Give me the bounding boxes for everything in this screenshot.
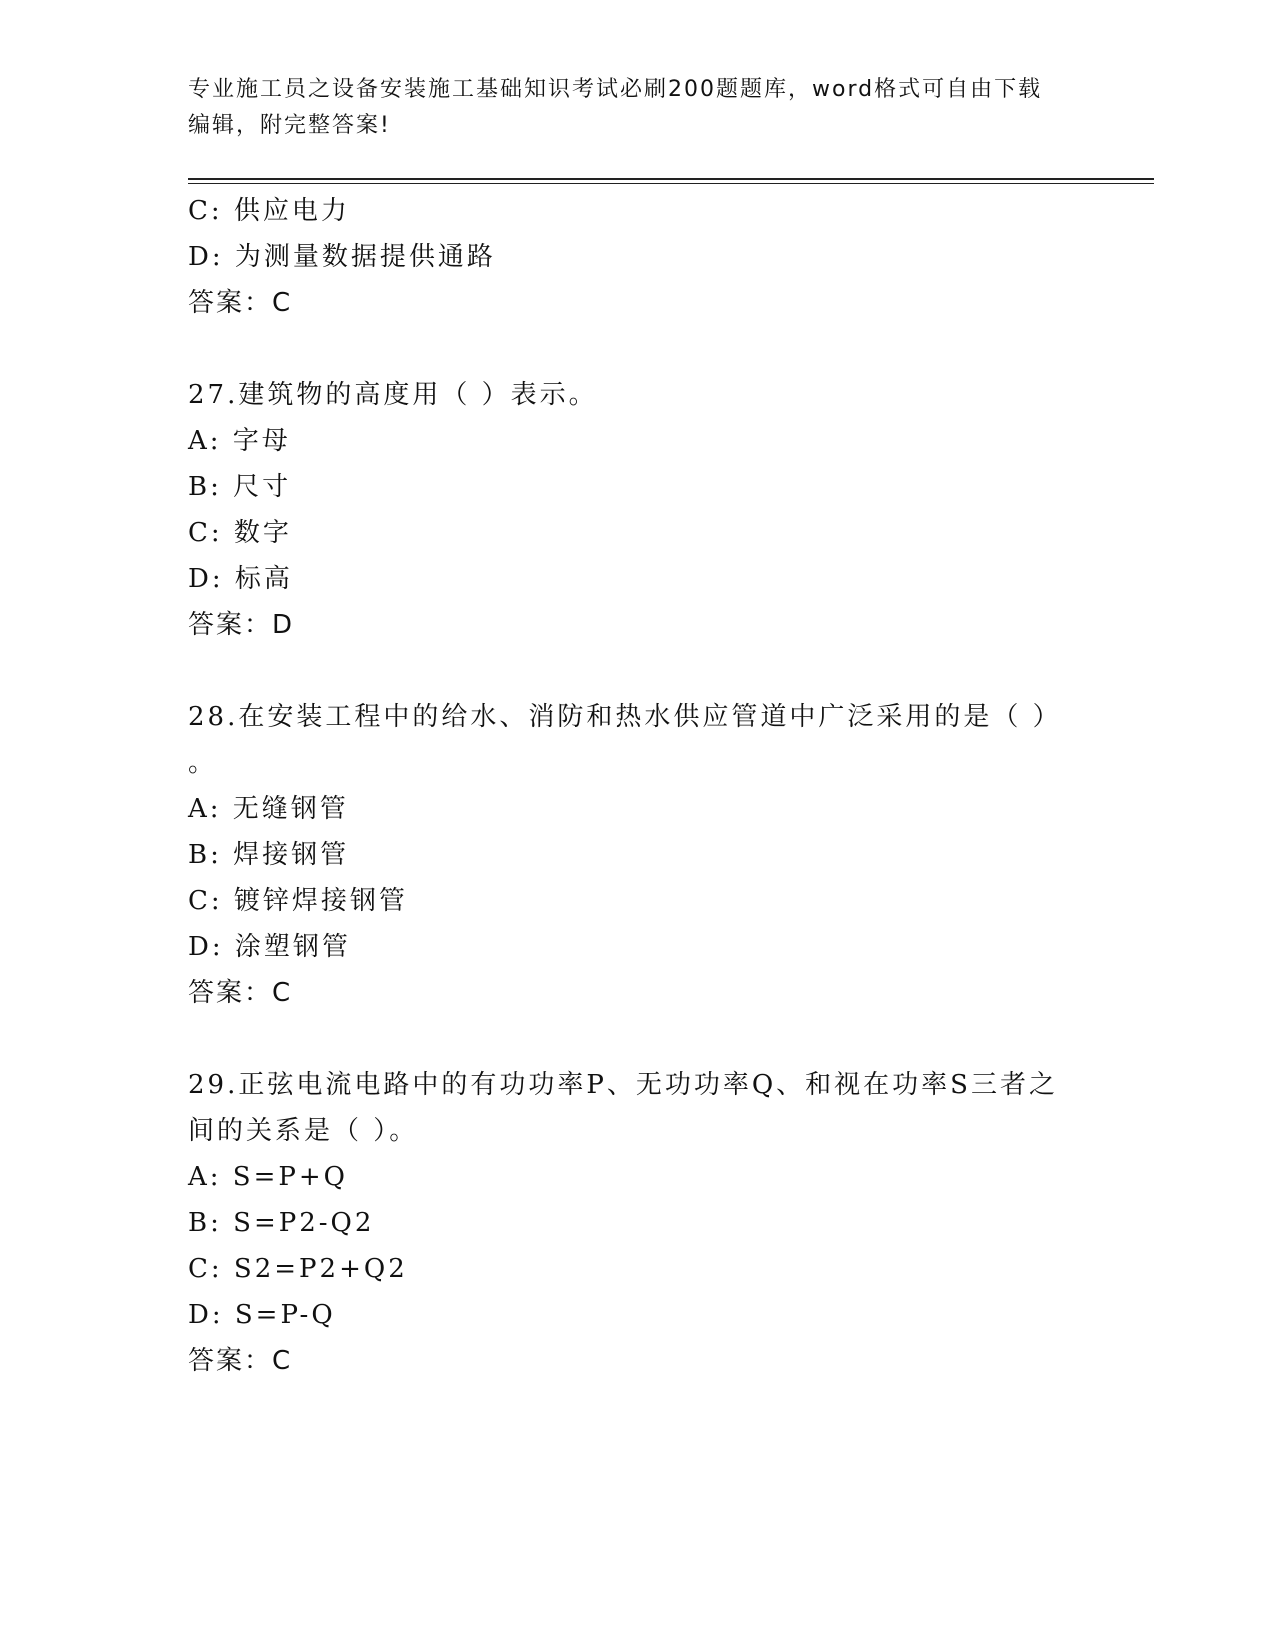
option-c: C: 供应电力	[188, 196, 350, 226]
question-list	[188, 188, 1088, 1384]
question-stem: 29.正弦电流电路中的有功功率P、无功功率Q、和视在功率S三者之	[188, 1070, 1058, 1100]
option-d: D: 为测量数据提供通路	[188, 242, 496, 272]
question-27	[188, 372, 1088, 648]
question-stem-continued: 。	[188, 748, 218, 778]
header-title-line-2: 编辑，附完整答案!	[188, 113, 391, 138]
option-b: B: 尺寸	[188, 472, 292, 502]
option-a: A: S=P+Q	[188, 1162, 348, 1192]
spacer	[188, 648, 1088, 694]
question-28	[188, 694, 1088, 1016]
option-b: B: S=P2-Q2	[188, 1208, 375, 1238]
answer-line: 答案：C	[188, 288, 293, 318]
question-stem-continued: 间的关系是（ ）。	[188, 1116, 419, 1146]
answer-line: 答案：D	[188, 610, 295, 640]
option-a: A: 无缝钢管	[188, 794, 349, 824]
option-d: D: 涂塑钢管	[188, 932, 351, 962]
option-d: D: S=P-Q	[188, 1300, 336, 1330]
answer-line: 答案：C	[188, 978, 293, 1008]
page-header	[188, 72, 1088, 144]
question-stem: 27.建筑物的高度用（ ）表示。	[188, 380, 598, 410]
option-b: B: 焊接钢管	[188, 840, 350, 870]
spacer	[188, 1016, 1088, 1062]
spacer	[188, 326, 1088, 372]
option-d: D: 标高	[188, 564, 293, 594]
option-a: A: 字母	[188, 426, 291, 456]
option-c: C: S2=P2+Q2	[188, 1254, 408, 1284]
option-c: C: 数字	[188, 518, 292, 548]
header-title-line-1: 专业施工员之设备安装施工基础知识考试必刷200题题库，word格式可自由下载	[188, 77, 1043, 102]
question-29	[188, 1062, 1088, 1384]
option-c: C: 镀锌焊接钢管	[188, 886, 408, 916]
answer-line: 答案：C	[188, 1346, 293, 1376]
question-stem: 28.在安装工程中的给水、消防和热水供应管道中广泛采用的是（ ）	[188, 702, 1062, 732]
header-divider	[188, 178, 1154, 184]
